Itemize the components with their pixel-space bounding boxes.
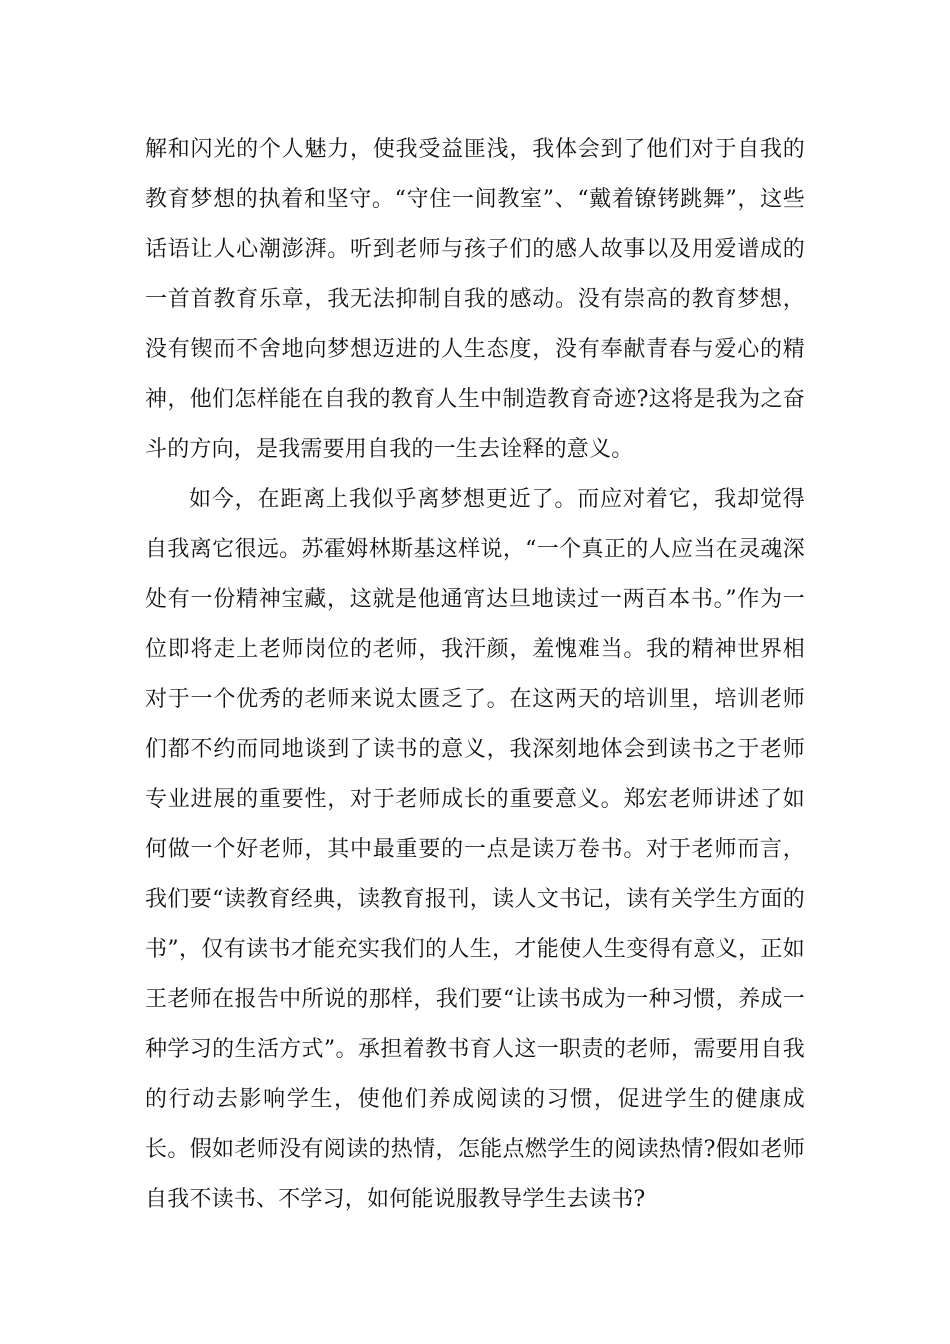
paragraph-1: 解和闪光的个人魅力，使我受益匪浅，我体会到了他们对于自我的教育梦想的执着和坚守。“守住一间教室”、“戴着镣铐跳舞”，这些话语让人心潮澎湃。听到老师与孩子们的感人故事以及用爱谱成的一首首教育乐章，我无法抑制自我的感动。没有崇高的教育梦想，没有锲而不舍地向梦想迈进的人生态度，没有奉献青春与爱心的精神，他们怎样能在自我的教育人生中制造教育奇迹?这将是我为之奋斗的方向，是我需要用自我的一生去诠释的意义。 (145, 137, 805, 462)
paragraph-2: 如今，在距离上我似乎离梦想更近了。而应对着它，我却觉得自我离它很远。苏霍姆林斯基这样说，“一个真正的人应当在灵魂深处有一份精神宝藏，这就是他通宵达旦地读过一两百本书。”作为一位即将走上老师岗位的老师，我汗颜，羞愧难当。我的精神世界相对于一个优秀的老师来说太匮乏了。在这两天的培训里，培训老师们都不约而同地谈到了读书的意义，我深刻地体会到读书之于老师专业进展的重要性，对于老师成长的重要意义。郑宏老师讲述了如何做一个好老师，其中最重要的一点是读万卷书。对于老师而言，我们要“读教育经典，读教育报刊，读人文书记，读有关学生方面的书”，仅有读书才能充实我们的人生，才能使人生变得有意义，正如王老师在报告中所说的那样，我们要“让读书成为一种习惯，养成一种学习的生活方式”。承担着教书育人这一职责的老师，需要用自我的行动去影响学生，使他们养成阅读的习惯，促进学生的健康成长。假如老师没有阅读的热情，怎能点燃学生的阅读热情?假如老师自我不读书、不学习，如何能说服教导学生去读书? (145, 487, 805, 1212)
document-page (145, 125, 805, 1225)
